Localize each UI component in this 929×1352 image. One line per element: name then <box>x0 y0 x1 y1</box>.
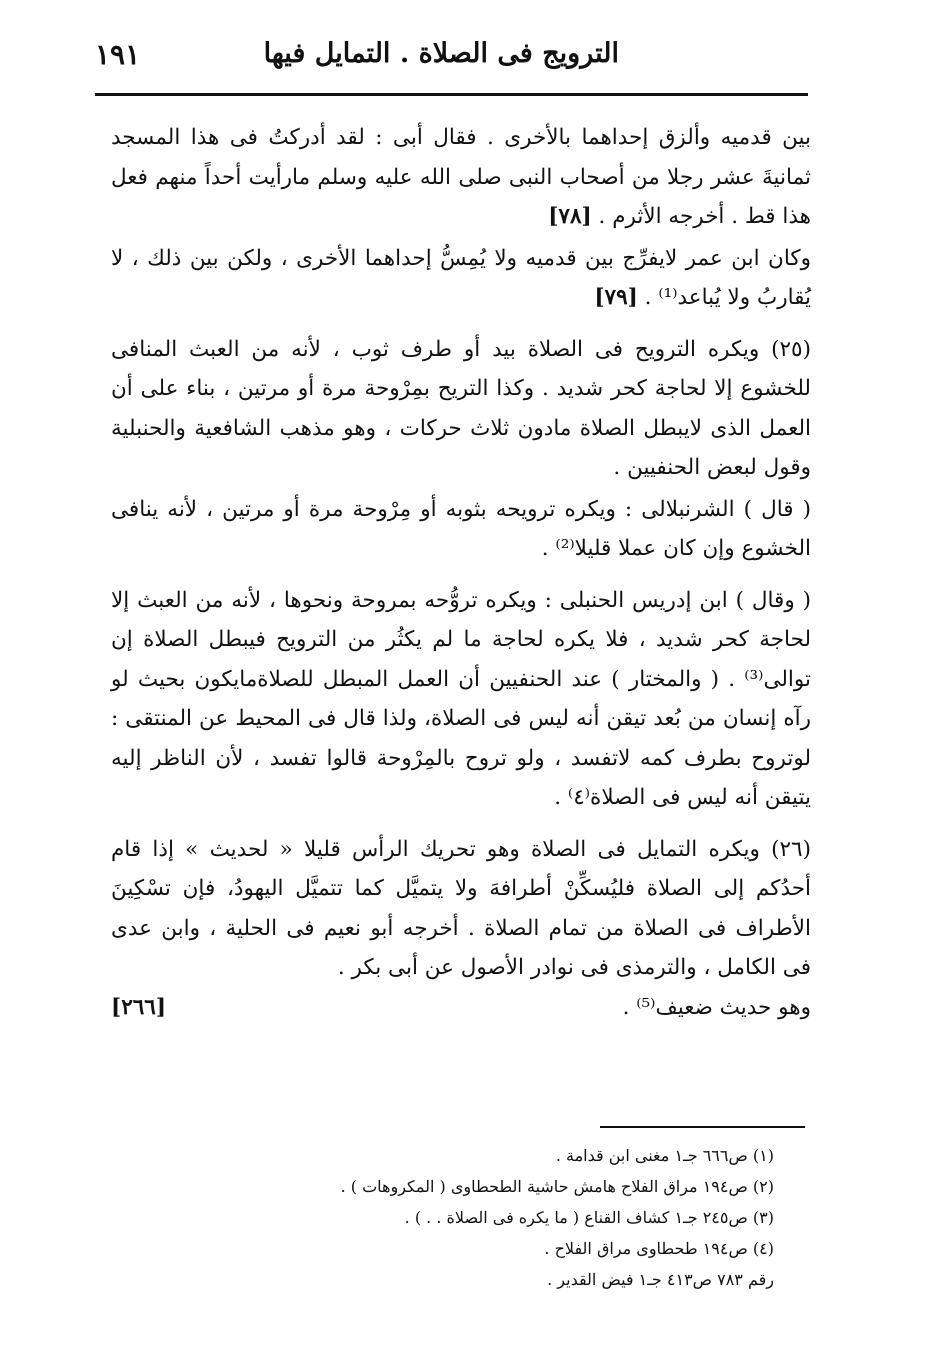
paragraph-text: ( قال ) الشرنبلالى : ويكره ترويحه بثوبه أو مِرْوحة مرة أو مرتين ، لأنه ينافى الخشوع وإن كان عملا قليلا⁽²⁾ . <box>111 496 811 561</box>
page-header <box>95 38 834 88</box>
paragraph-text: (٢٥) ويكره الترويح فى الصلاة بيد أو طرف ثوب ، لأنه من العبث المنافى للخشوع إلا لحاجة كحر شديد . وكذا التريح بمِرْوحة مرة أو مرتين ، بناء على أن العمل الذى لايبطل الصلاة مادون ثلاث حركات ، وهو مذهب الشافعية والحنبلية وقول لبعض الحنفيين . <box>111 336 811 480</box>
paragraph-5 <box>111 581 811 818</box>
footnote-rule <box>600 1126 805 1128</box>
footnotes <box>174 1140 774 1295</box>
main-text <box>111 118 811 1027</box>
footnote: (٤) ص١٩٤ طحطاوى مراق الفلاح . <box>544 1239 774 1258</box>
page-number: ١٩١ <box>95 38 141 71</box>
paragraph-text: (٢٦) ويكره التمايل فى الصلاة وهو تحريك الرأس قليلا « لحديث » إذا قام أحدُكم إلى الصلاة فليُسكِّنْ أطرافهَ ولا يتميَّل كما تتميَّل اليهودُ، فإن تسْكِينَ الأطراف فى الصلاة من تمام الصلاة . أخرجه أبو نعيم فى الحلية ، وابن عدى فى الكامل ، والترمذى فى نوادر الأصول عن أبى بكر . <box>111 836 811 980</box>
paragraph-4 <box>111 490 811 569</box>
paragraph-text: ( وقال ) ابن إدريس الحنبلى : ويكره تروُّحه بمروحة ونحوها ، لأنه من العبث إلا لحاجة كحر شديد ، فلا يكره لحاجة ما لم يكثُر من الترويح فيبطل الصلاة إن توالى⁽³⁾ . ( والمختار ) عند الحنفيين أن العمل المبطل للصلاةمايكون بحيث لو رآه إنسان من بُعد تيقن أنه ليس فى الصلاة، ولذا قال فى المحيط عن المنتقى : لوتروح بطرف كمه لاتفسد ، ولو تروح بالمِرْوحة قالوا تفسد ، لأن الناظر إليه يتيقن أنه ليس فى الصلاة⁽٤⁾ . <box>111 587 811 810</box>
paragraph-1 <box>111 118 811 237</box>
paragraph-6 <box>111 830 811 988</box>
footnote: رقم ٧٨٣ ص٤١٣ جـ١ فيض القدير . <box>547 1270 774 1289</box>
reference-number: [٧٩] <box>594 285 638 310</box>
paragraph-2 <box>111 239 811 318</box>
footnote: (١) ص٦٦٦ جـ١ مغنى ابن قدامة . <box>555 1146 774 1165</box>
paragraph-text: وهو حديث ضعيف⁽⁵⁾ . <box>622 994 811 1020</box>
footnote: (٣) ص٢٤٥ جـ١ كشاف القناع ( ما يكره فى الصلاة . . ) . <box>404 1208 774 1227</box>
reference-number: [٧٨] <box>548 204 592 229</box>
header-rule <box>95 93 808 96</box>
footnote: (٢) ص١٩٤ مراق الفلاح هامش حاشية الطحطاوى ( المكروهات ) . <box>340 1177 774 1196</box>
running-title: الترويج فى الصلاة . التمايل فيها <box>263 38 619 69</box>
paragraph-text: بين قدميه وألزق إحداهما بالأخرى . فقال أبى : لقد أدركتُ فى هذا المسجد ثمانيةَ عشر رجلا من أصحاب النبى صلى الله عليه وسلم مارأيت أحداً منهم فعل هذا قط . أخرجه الأثرم . <box>111 125 811 229</box>
reference-number: [٢٦٦] <box>111 994 167 1020</box>
paragraph-3 <box>111 330 811 488</box>
paragraph-text: وكان ابن عمر لايفرِّج بين قدميه ولا يُمِسُّ إحداهما الأخرى ، ولكن بين ذلك ، لا يُقاربُ ولا يُباعد⁽¹⁾ . <box>111 245 811 310</box>
paragraph-6-last-line <box>111 988 811 1028</box>
